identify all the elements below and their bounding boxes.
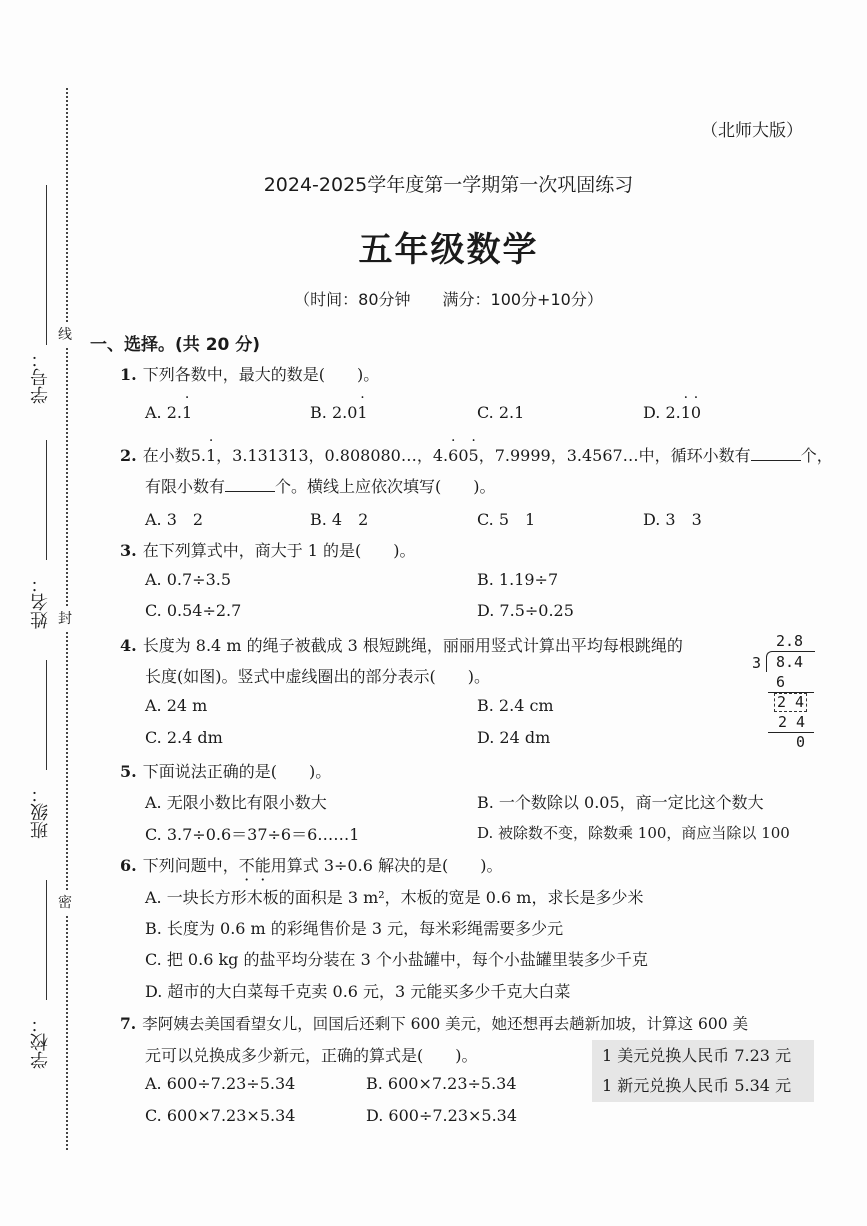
q3-option-a[interactable]: A. 0.7÷3.5 bbox=[145, 570, 232, 589]
question-4: 4. 长度为 8.4 m 的绳子被截成 3 根短跳绳，丽丽用竖式计算出平均每根跳绳的 bbox=[120, 636, 683, 655]
q5-option-d[interactable]: D. 被除数不变，除数乘 100，商应当除以 100 bbox=[477, 824, 790, 842]
student-id-label: 学号： bbox=[30, 350, 51, 404]
q7-option-d[interactable]: D. 600÷7.23×5.34 bbox=[366, 1106, 518, 1125]
question-7-cont: 元可以兑换成多少新元，正确的算式是( )。 bbox=[145, 1046, 478, 1065]
q4-option-a[interactable]: A. 24 m bbox=[145, 696, 208, 715]
q7-option-a[interactable]: A. 600÷7.23÷5.34 bbox=[145, 1074, 296, 1093]
question-1: 1. 下列各数中，最大的数是( )。 bbox=[120, 365, 380, 384]
question-2: 2. 在小数5.· 1，3.131313，0.808080…，4.· 60· 5，7.9999，3.4567…中，循环小数有 个， bbox=[120, 443, 833, 466]
q6-option-d[interactable]: D. 超市的大白菜每千克卖 0.6 元，3 元能买多少千克大白菜 bbox=[145, 982, 571, 1001]
q4-option-b[interactable]: B. 2.4 cm bbox=[477, 696, 554, 715]
question-2-cont: 有限小数有 个。横线上应依次填写( )。 bbox=[145, 477, 496, 496]
q7-option-b[interactable]: B. 600×7.23÷5.34 bbox=[366, 1074, 517, 1093]
division-divisor: 3 bbox=[752, 654, 762, 672]
exchange-rate-box bbox=[592, 1040, 814, 1102]
q2-option-a[interactable]: A. 3 2 bbox=[145, 510, 204, 529]
q1-option-a[interactable]: A. 2.· 1 bbox=[145, 403, 192, 422]
q4-option-d[interactable]: D. 24 dm bbox=[477, 728, 551, 747]
q1-option-b[interactable]: B. 2.0· 1 bbox=[310, 403, 368, 422]
question-6: 6. 下列问题中，不能用算式 3÷0.6 解决的是( )。 bbox=[120, 856, 503, 875]
division-dashed-box: 2 4 bbox=[774, 693, 807, 712]
seal-mark-line: 线 bbox=[58, 322, 72, 346]
class-line bbox=[46, 660, 47, 770]
q3-option-d[interactable]: D. 7.5÷0.25 bbox=[477, 601, 574, 620]
q4-option-c[interactable]: C. 2.4 dm bbox=[145, 728, 223, 747]
q3-option-b[interactable]: B. 1.19÷7 bbox=[477, 570, 559, 589]
division-step-1: 6 bbox=[776, 673, 786, 691]
q1-option-c[interactable]: C. 2.1 bbox=[477, 403, 525, 422]
q6-option-b[interactable]: B. 长度为 0.6 m 的彩绳售价是 3 元，每米彩绳需要多少元 bbox=[145, 919, 564, 938]
q5-option-a[interactable]: A. 无限小数比有限小数大 bbox=[145, 793, 327, 812]
edition-label: （北师大版） bbox=[701, 121, 803, 141]
q5-option-b[interactable]: B. 一个数除以 0.05，商一定比这个数大 bbox=[477, 793, 764, 812]
q5-option-c[interactable]: C. 3.7÷0.6＝37÷6＝6……1 bbox=[145, 825, 360, 844]
q2-option-c[interactable]: C. 5 1 bbox=[477, 510, 536, 529]
exchange-rate-usd: 1 美元兑换人民币 7.23 元 bbox=[602, 1046, 792, 1065]
school-line bbox=[46, 880, 47, 1000]
seal-mark-seal: 封 bbox=[58, 606, 72, 630]
seal-mark-secret: 密 bbox=[58, 890, 72, 914]
q3-option-c[interactable]: C. 0.54÷2.7 bbox=[145, 601, 242, 620]
division-step-3: 2 4 bbox=[778, 713, 806, 731]
q7-option-c[interactable]: C. 600×7.23×5.34 bbox=[145, 1106, 296, 1125]
exchange-rate-sgd: 1 新元兑换人民币 5.34 元 bbox=[602, 1076, 792, 1095]
section-title: 一、选择。(共 20 分) bbox=[90, 335, 261, 355]
class-label: 班级： bbox=[30, 785, 51, 839]
question-5: 5. 下面说法正确的是( )。 bbox=[120, 762, 332, 781]
q2-option-d[interactable]: D. 3 3 bbox=[643, 510, 702, 529]
time-info: （时间：80分钟 满分：100分+10分） bbox=[294, 290, 603, 309]
q6-option-c[interactable]: C. 把 0.6 kg 的盐平均分装在 3 个小盐罐中，每个小盐罐里装多少千克 bbox=[145, 950, 648, 969]
name-label: 姓名： bbox=[30, 575, 51, 629]
question-4-cont: 长度(如图)。竖式中虚线圈出的部分表示( )。 bbox=[145, 667, 490, 686]
main-title: 五年级数学 bbox=[358, 230, 539, 270]
q2-blank-2[interactable] bbox=[225, 477, 275, 492]
question-3: 3. 在下列算式中，商大于 1 的是( )。 bbox=[120, 541, 416, 560]
header-title: 2024-2025学年度第一学期第一次巩固练习 bbox=[263, 174, 634, 196]
division-rule-2 bbox=[768, 732, 814, 733]
question-7: 7. 李阿姨去美国看望女儿，回国后还剩下 600 美元，她还想再去趟新加坡，计算这 600 美 bbox=[120, 1014, 749, 1033]
division-dividend: 8.4 bbox=[776, 653, 804, 671]
q2-option-b[interactable]: B. 4 2 bbox=[310, 510, 369, 529]
q2-blank-1[interactable] bbox=[751, 446, 801, 461]
name-line bbox=[46, 440, 47, 560]
long-division-figure bbox=[752, 632, 818, 752]
school-label: 学校： bbox=[30, 1015, 51, 1069]
q1-option-d[interactable]: D. 2.· 1· 0 bbox=[643, 403, 701, 422]
division-quotient: 2.8 bbox=[776, 632, 804, 650]
q6-option-a[interactable]: A. 一块长方形木板的面积是 3 m²，木板的宽是 0.6 m，求长是多少米 bbox=[145, 888, 644, 907]
division-remainder: 0 bbox=[796, 733, 806, 751]
